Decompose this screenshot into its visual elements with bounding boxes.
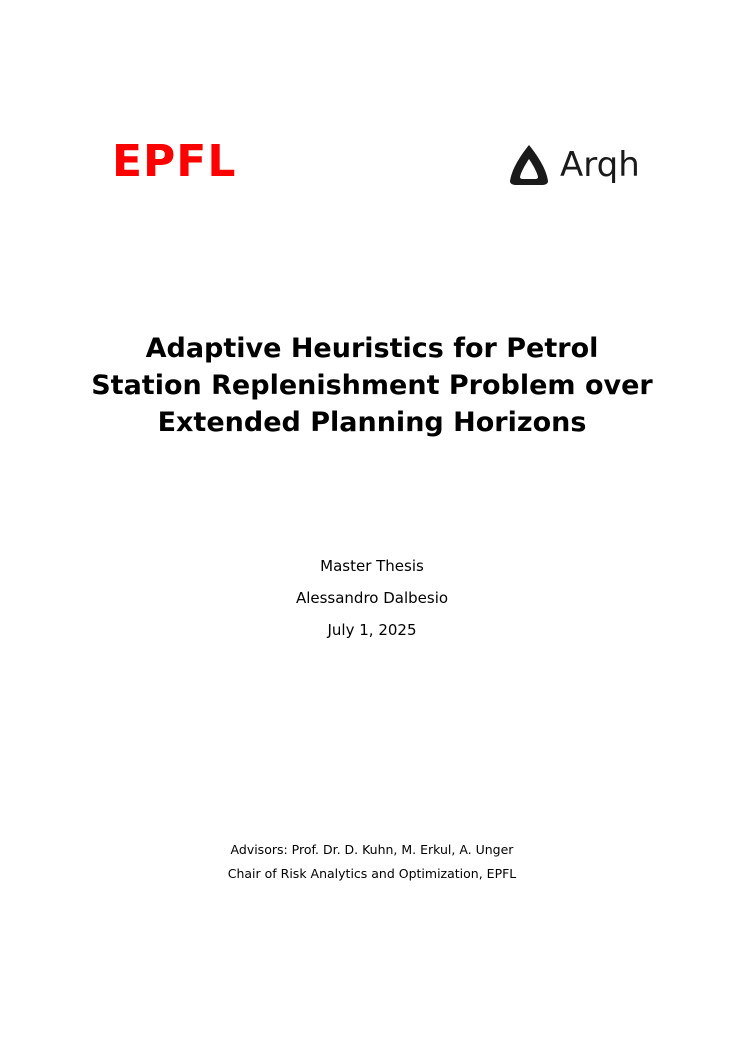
title-line-2: Station Replenishment Problem over [91, 370, 653, 401]
title-line-3: Extended Planning Horizons [157, 407, 587, 438]
arqh-logo [508, 142, 640, 188]
arqh-wordmark: Arqh [560, 145, 640, 185]
arqh-logo-mark-icon [508, 144, 550, 186]
chair-affiliation: Chair of Risk Analytics and Optimization, EPFL [227, 866, 517, 881]
author-name: Alessandro Dalbesio [295, 589, 449, 607]
publication-date: July 1, 2025 [327, 621, 417, 639]
advisors-list: Advisors: Prof. Dr. D. Kuhn, M. Erkul, A. Unger [230, 842, 514, 857]
epfl-logo-icon: EPFL [112, 136, 237, 187]
document-type: Master Thesis [320, 557, 424, 575]
logo-row [0, 136, 744, 220]
advisors-block [72, 838, 672, 886]
title-line-1: Adaptive Heuristics for Petrol [145, 333, 599, 364]
page-title [72, 330, 672, 441]
document-meta [72, 550, 672, 646]
